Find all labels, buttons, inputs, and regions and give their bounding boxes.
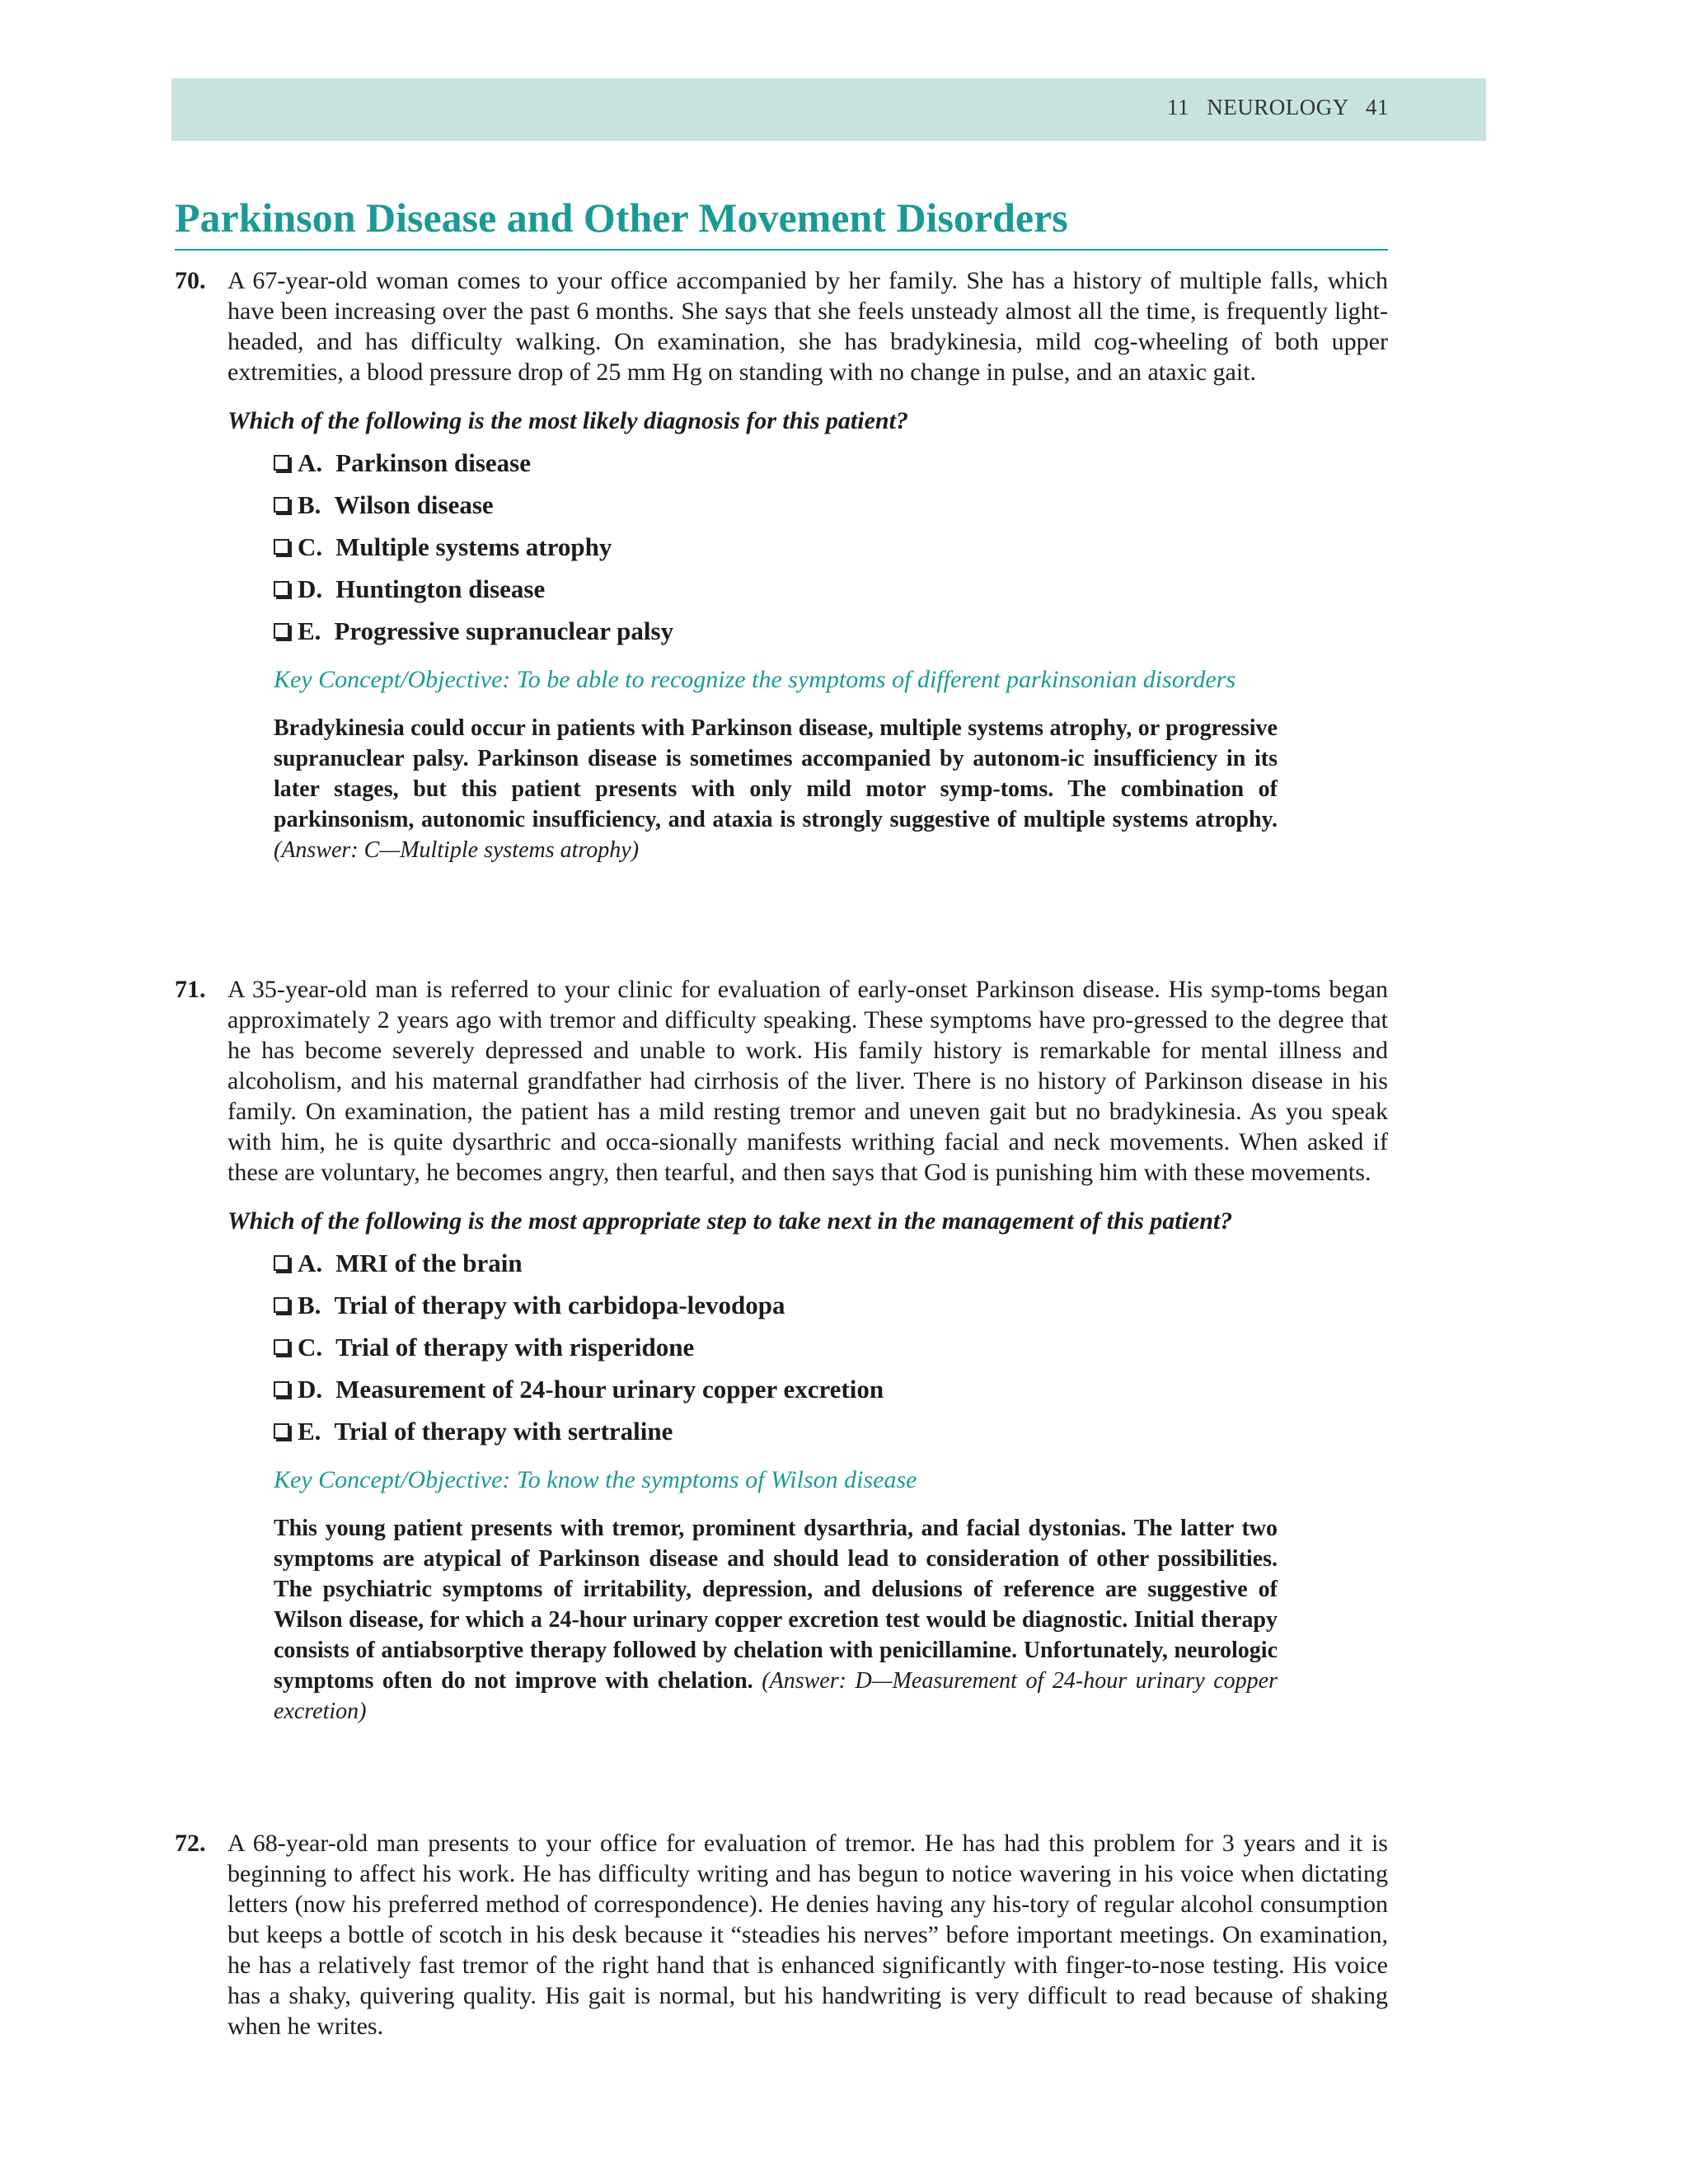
checkbox-icon[interactable]: [274, 1339, 289, 1355]
option-letter: E.: [298, 616, 321, 645]
header-text: [1156, 95, 1389, 120]
option-text: Parkinson disease: [335, 448, 531, 477]
running-header: [171, 78, 1486, 141]
checkbox-icon[interactable]: [274, 497, 289, 513]
option-letter: B.: [298, 490, 321, 519]
checkbox-icon[interactable]: [274, 1255, 289, 1271]
answer-options: [274, 448, 1388, 646]
option-c[interactable]: [274, 532, 1388, 562]
key-concept: Key Concept/Objective: To know the symptoms of Wilson disease: [274, 1466, 917, 1493]
question-stem: A 35-year-old man is referred to your clinic for evaluation of early-onset Parkinson disease. His symp-toms began approximately 2 years ago with tremor and difficulty speaking. These symptoms have pro-gressed to the degree that he has become severely depressed and unable to work. His family history is remarkable for mental illness and alcoholism, and his maternal grandfather had cirrhosis of the liver. There is no history of Parkinson disease in his family. On examination, the patient has a mild resting tremor and uneven gait but no bradykinesia. As you speak with him, he is quite dysarthric and occa-sionally manifests writhing facial and neck movements. When asked if these are voluntary, he becomes angry, then tearful, and then says that God is punishing him with these movements.: [227, 976, 1388, 1186]
section-title: Parkinson Disease and Other Movement Disorders: [175, 191, 1388, 251]
page-number: 41: [1366, 95, 1389, 120]
option-a[interactable]: [274, 1248, 1388, 1278]
answer: (Answer: D—Measurement of 24-hour urinary copper excretion): [274, 1668, 1278, 1724]
question-prompt: Which of the following is the most likely diagnosis for this patient?: [227, 407, 908, 434]
option-letter: D.: [298, 574, 323, 603]
option-c[interactable]: [274, 1332, 1388, 1362]
option-text: Trial of therapy with sertraline: [334, 1417, 673, 1446]
question-72: [175, 1828, 1388, 2041]
option-b[interactable]: [274, 1290, 1388, 1320]
option-letter: B.: [298, 1291, 321, 1319]
checkbox-icon[interactable]: [274, 455, 289, 471]
option-d[interactable]: [274, 574, 1388, 604]
option-text: MRI of the brain: [335, 1249, 523, 1277]
checkbox-icon[interactable]: [274, 539, 289, 555]
explanation-text: This young patient presents with tremor, prominent dysarthria, and facial dystonias. The latter two symptoms are atypical of Parkinson disease and should lead to consideration of other possibilities. The psychiatric symptoms of irritability, depression, and delusions of reference are suggestive of Wilson disease, for which a 24-hour urinary copper excretion test would be diagnostic. Initial therapy consists of antiabsorptive therapy followed by chelation with penicillamine. Unfortunately, neurologic symptoms often do not improve with chelation.: [274, 1516, 1278, 1694]
option-letter: E.: [298, 1417, 321, 1446]
checkbox-icon[interactable]: [274, 1381, 289, 1397]
checkbox-icon[interactable]: [274, 581, 289, 597]
question-number: 70.: [175, 267, 206, 294]
key-concept: Key Concept/Objective: To be able to recognize the symptoms of different parkinsonian disorders: [274, 666, 1236, 693]
option-a[interactable]: [274, 448, 1388, 478]
option-text: Multiple systems atrophy: [335, 532, 612, 561]
question-number: 72.: [175, 1830, 206, 1857]
answer: (Answer: C—Multiple systems atrophy): [274, 837, 640, 863]
option-text: Trial of therapy with risperidone: [335, 1333, 695, 1361]
checkbox-icon[interactable]: [274, 1297, 289, 1313]
chapter-name: NEUROLOGY: [1207, 95, 1348, 120]
chapter-number: 11: [1167, 95, 1190, 120]
option-b[interactable]: [274, 490, 1388, 520]
option-text: Trial of therapy with carbidopa-levodopa: [334, 1291, 785, 1319]
option-e[interactable]: [274, 616, 1388, 646]
explanation-text: Bradykinesia could occur in patients with Parkinson disease, multiple systems atrophy, or progressive supranuclear palsy. Parkinson disease is sometimes accompanied by autonom-ic insufficiency in its later stages, but this patient presents with only mild motor symp-toms. The combination of parkinsonism, autonomic insufficiency, and ataxia is strongly suggestive of multiple systems atrophy.: [274, 715, 1278, 832]
option-letter: C.: [298, 532, 323, 561]
option-text: Measurement of 24-hour urinary copper excretion: [335, 1375, 884, 1404]
question-prompt: Which of the following is the most appropriate step to take next in the management of this patient?: [227, 1207, 1233, 1235]
question-71: [175, 974, 1388, 1727]
checkbox-icon[interactable]: [274, 623, 289, 639]
explanation: [274, 713, 1278, 865]
option-letter: D.: [298, 1375, 323, 1404]
option-letter: A.: [298, 448, 323, 477]
question-stem: A 67-year-old woman comes to your office accompanied by her family. She has a history of multiple falls, which have been increasing over the past 6 months. She says that she feels unsteady almost all the time, is frequently light-headed, and has difficulty walking. On examination, she has bradykinesia, mild cog-wheeling of both upper extremities, a blood pressure drop of 25 mm Hg on standing with no change in pulse, and an ataxic gait.: [227, 267, 1388, 386]
option-e[interactable]: [274, 1416, 1388, 1446]
question-70: [175, 265, 1388, 865]
option-letter: C.: [298, 1333, 323, 1361]
question-stem: A 68-year-old man presents to your office for evaluation of tremor. He has had this problem for 3 years and it is beginning to affect his work. He has difficulty writing and has begun to notice wavering in his voice when dictating letters (now his preferred method of correspondence). He denies having any his-tory of regular alcohol consumption but keeps a bottle of scotch in his desk because it “steadies his nerves” before important meetings. On examination, he has a relatively fast tremor of the right hand that is enhanced significantly with finger-to-nose testing. His voice has a shaky, quivering quality. His gait is normal, but his handwriting is very difficult to read because of shaking when he writes.: [227, 1830, 1388, 2040]
option-text: Wilson disease: [334, 490, 494, 519]
explanation: [274, 1513, 1278, 1727]
answer-options: [274, 1248, 1388, 1446]
question-number: 71.: [175, 976, 206, 1003]
checkbox-icon[interactable]: [274, 1423, 289, 1439]
option-letter: A.: [298, 1249, 323, 1277]
option-text: Progressive supranuclear palsy: [334, 616, 674, 645]
option-text: Huntington disease: [335, 574, 546, 603]
option-d[interactable]: [274, 1374, 1388, 1404]
